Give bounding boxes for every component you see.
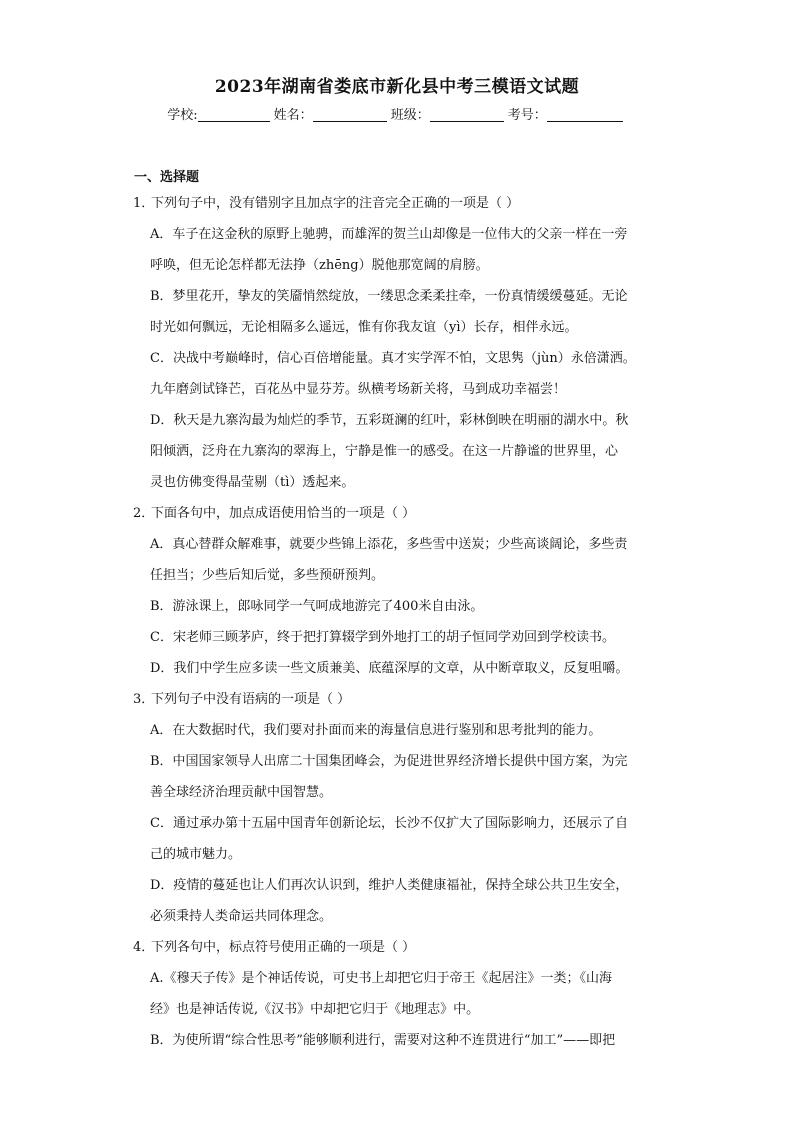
option-line: C．通过承办第十五届中国青年创新论坛，长沙不仅扩大了国际影响力，还展示了自 [150, 816, 628, 831]
option-line: 九年磨剑试锋芒，百花丛中显芬芳。纵横考场新关将，马到成功幸福尝！ [150, 382, 567, 397]
school-label: 学校: [167, 108, 198, 123]
name-label: 姓名： [273, 108, 313, 123]
question-number: 2． [133, 506, 155, 521]
class-label: 班级： [390, 108, 430, 123]
option-line: 阳倾洒，泛舟在九寨沟的翠海上，宁静是惟一的感受。在这一片静谧的世界里，心 [150, 444, 619, 459]
option-line: 任担当；少些后知后觉，多些预研预判。 [150, 568, 385, 583]
option-line: A.《穆天子传》是个神话传说，可史书上却把它归于帝王《起居注》一类；《山海 [150, 971, 613, 986]
question-stem [133, 188, 673, 219]
option-line: B．游泳课上，郎咏同学一气呵成地游完了400米自由泳。 [150, 599, 484, 614]
question-stem-text: 下列句子中，没有错别字且加点字的注音完全正确的一项是（ ） [151, 196, 520, 211]
class-blank[interactable] [430, 107, 504, 122]
section-title: 一、选择题 [134, 170, 200, 185]
option-d [150, 870, 655, 932]
question-number: 4． [133, 940, 155, 955]
option-a [150, 963, 655, 1025]
question-stem-text: 下列句子中没有语病的一项是（ ） [151, 692, 351, 707]
option-line: 经》也是神话传说,《汉书》中却把它归于《地理志》中。 [150, 1002, 480, 1017]
option-line: 时光如何飘远，无论相隔多么遥远，惟有你我友谊（yì）长存，相伴永远。 [150, 320, 578, 335]
exam-no-label: 考号： [507, 108, 547, 123]
name-blank[interactable] [313, 107, 387, 122]
option-d [150, 653, 655, 684]
option-line: D．我们中学生应多读一些文质兼美、底蕴深厚的文章，从中断章取义，反复咀嚼。 [150, 661, 629, 676]
option-b [150, 281, 655, 343]
question-list [133, 188, 673, 1056]
option-line: D．秋天是九寨沟最为灿烂的季节，五彩斑澜的红叶，彩林倒映在明丽的湖水中。秋 [150, 413, 629, 428]
option-b [150, 591, 655, 622]
option-c [150, 343, 655, 405]
option-line: C．宋老师三顾茅庐，终于把打算辍学到外地打工的胡子恒同学劝回到学校读书。 [150, 630, 615, 645]
option-line: B．为使所谓“综合性思考”能够顺利进行，需要对这种不连贯进行“加工”——即把 [150, 1033, 616, 1048]
option-line: 呼唤，但无论怎样都无法挣（zhēng）脱他那宽阔的肩膀。 [150, 258, 489, 273]
question-stem-text: 下面各句中，加点成语使用恰当的一项是（ ） [151, 506, 416, 521]
option-d [150, 405, 655, 498]
option-line: D．疫情的蔓延也让人们再次认识到，维护人类健康福祉，保持全球公共卫生安全， [150, 878, 629, 893]
question-3 [133, 684, 673, 932]
option-line: A．真心替群众解难事，就要少些锦上添花，多些雪中送炭；少些高谈阔论，多些责 [150, 537, 628, 552]
option-a [150, 529, 655, 591]
option-line: B．梦里花开，挚友的笑靥悄然绽放，一缕思念柔柔拄牵，一份真情缓缓蔓延。无论 [150, 289, 628, 304]
option-a [150, 219, 655, 281]
question-number: 3． [133, 692, 155, 707]
option-c [150, 622, 655, 653]
option-a [150, 715, 655, 746]
option-c [150, 808, 655, 870]
option-line: B．中国国家领导人出席二十国集团峰会，为促进世界经济增长提供中国方案，为完 [150, 754, 628, 769]
option-line: C．决战中考巅峰时，信心百倍增能量。真才实学浑不怕，文思隽（jùn）永倍潇洒。 [150, 351, 636, 366]
student-info-line [0, 104, 794, 123]
option-b [150, 746, 655, 808]
question-number: 1． [133, 196, 155, 211]
question-stem [133, 684, 673, 715]
option-line: A．在大数据时代，我们要对扑面而来的海量信息进行鉴别和思考批判的能力。 [150, 723, 602, 738]
question-4 [133, 932, 673, 1056]
exam-title: 2023年湖南省娄底市新化县中考三模语文试题 [214, 77, 580, 97]
question-1 [133, 188, 673, 498]
option-line: 己的城市魅力。 [150, 847, 242, 862]
question-2 [133, 498, 673, 684]
option-line: 善全球经济治理贡献中国智慧。 [150, 785, 333, 800]
exam-no-blank[interactable] [547, 107, 623, 122]
option-line: A．车子在这金秋的原野上驰骋，而雄浑的贺兰山却像是一位伟大的父亲一样在一旁 [150, 227, 628, 242]
question-stem-text: 下列各句中，标点符号使用正确的一项是（ ） [151, 940, 416, 955]
option-line: 必须秉持人类命运共同体理念。 [150, 909, 333, 924]
question-stem [133, 498, 673, 529]
option-b [150, 1025, 655, 1056]
school-blank[interactable] [198, 107, 270, 122]
question-stem [133, 932, 673, 963]
option-line: 灵也仿佛变得晶莹剔（tì）透起来。 [150, 475, 355, 490]
